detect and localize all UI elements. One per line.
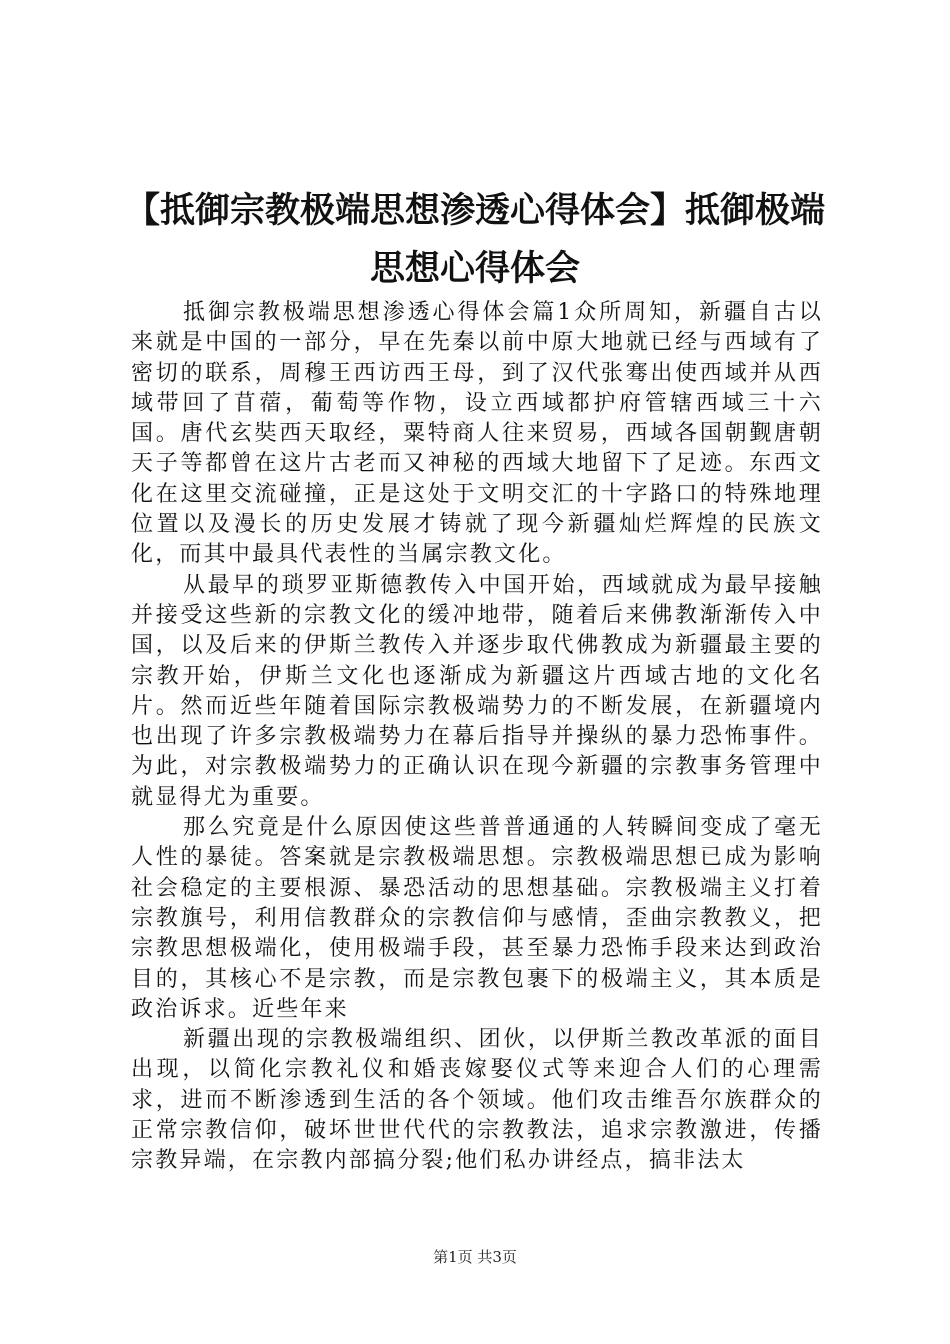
document-body <box>131 298 823 1177</box>
document-title <box>120 182 830 298</box>
title-line-1: 【抵御宗教极端思想渗透心得体会】抵御极端 <box>124 191 825 231</box>
title-line-2: 思想心得体会 <box>369 249 580 289</box>
paragraph-1: 抵御宗教极端思想渗透心得体会篇1众所周知，新疆自古以来就是中国的一部分，早在先秦以前中原大地就已经与西域有了密切的联系，周穆王西访西王母，到了汉代张骞出使西域并从西域带回了苜蓿，葡萄等作物，设立西域都护府管辖西域三十六国。唐代玄奘西天取经，粟特商人往来贸易，西域各国朝觐唐朝天子等都曾在这片古老而又神秘的西域大地留下了足迹。东西文化在这里交流碰撞，正是这处于文明交汇的十字路口的特殊地理位置以及漫长的历史发展才铸就了现今新疆灿烂辉煌的民族文化，而其中最具代表性的当属宗教文化。 <box>131 300 823 568</box>
paragraph-3: 那么究竟是什么原因使这些普普通通的人转瞬间变成了毫无人性的暴徒。答案就是宗教极端思想。宗教极端思想已成为影响社会稳定的主要根源、暴恐活动的思想基础。宗教极端主义打着宗教旗号，利用信教群众的宗教信仰与感情，歪曲宗教教义，把宗教思想极端化，使用极端手段，甚至暴力恐怖手段来达到政治目的，其核心不是宗教，而是宗教包裹下的极端主义，其本质是政治诉求。近些年来 <box>131 815 823 1022</box>
page-footer: 第1页 共3页 <box>433 1248 517 1266</box>
paragraph-4: 新疆出现的宗教极端组织、团伙，以伊斯兰教改革派的面目出现，以简化宗教礼仪和婚丧嫁娶仪式等来迎合人们的心理需求，进而不断渗透到生活的各个领域。他们攻击维吾尔族群众的正常宗教信仰，破坏世世代代的宗教教法，追求宗教激进，传播宗教异端，在宗教内部搞分裂;他们私办讲经点，搞非法太 <box>131 1027 823 1174</box>
paragraph-2: 从最早的琐罗亚斯德教传入中国开始，西域就成为最早接触并接受这些新的宗教文化的缓冲地带，随着后来佛教渐渐传入中国，以及后来的伊斯兰教传入并逐步取代佛教成为新疆最主要的宗教开始，伊斯兰文化也逐渐成为新疆这片西域古地的文化名片。然而近些年随着国际宗教极端势力的不断发展，在新疆境内也出现了许多宗教极端势力在幕后指导并操纵的暴力恐怖事件。为此，对宗教极端势力的正确认识在现今新疆的宗教事务管理中就显得尤为重要。 <box>131 572 823 810</box>
